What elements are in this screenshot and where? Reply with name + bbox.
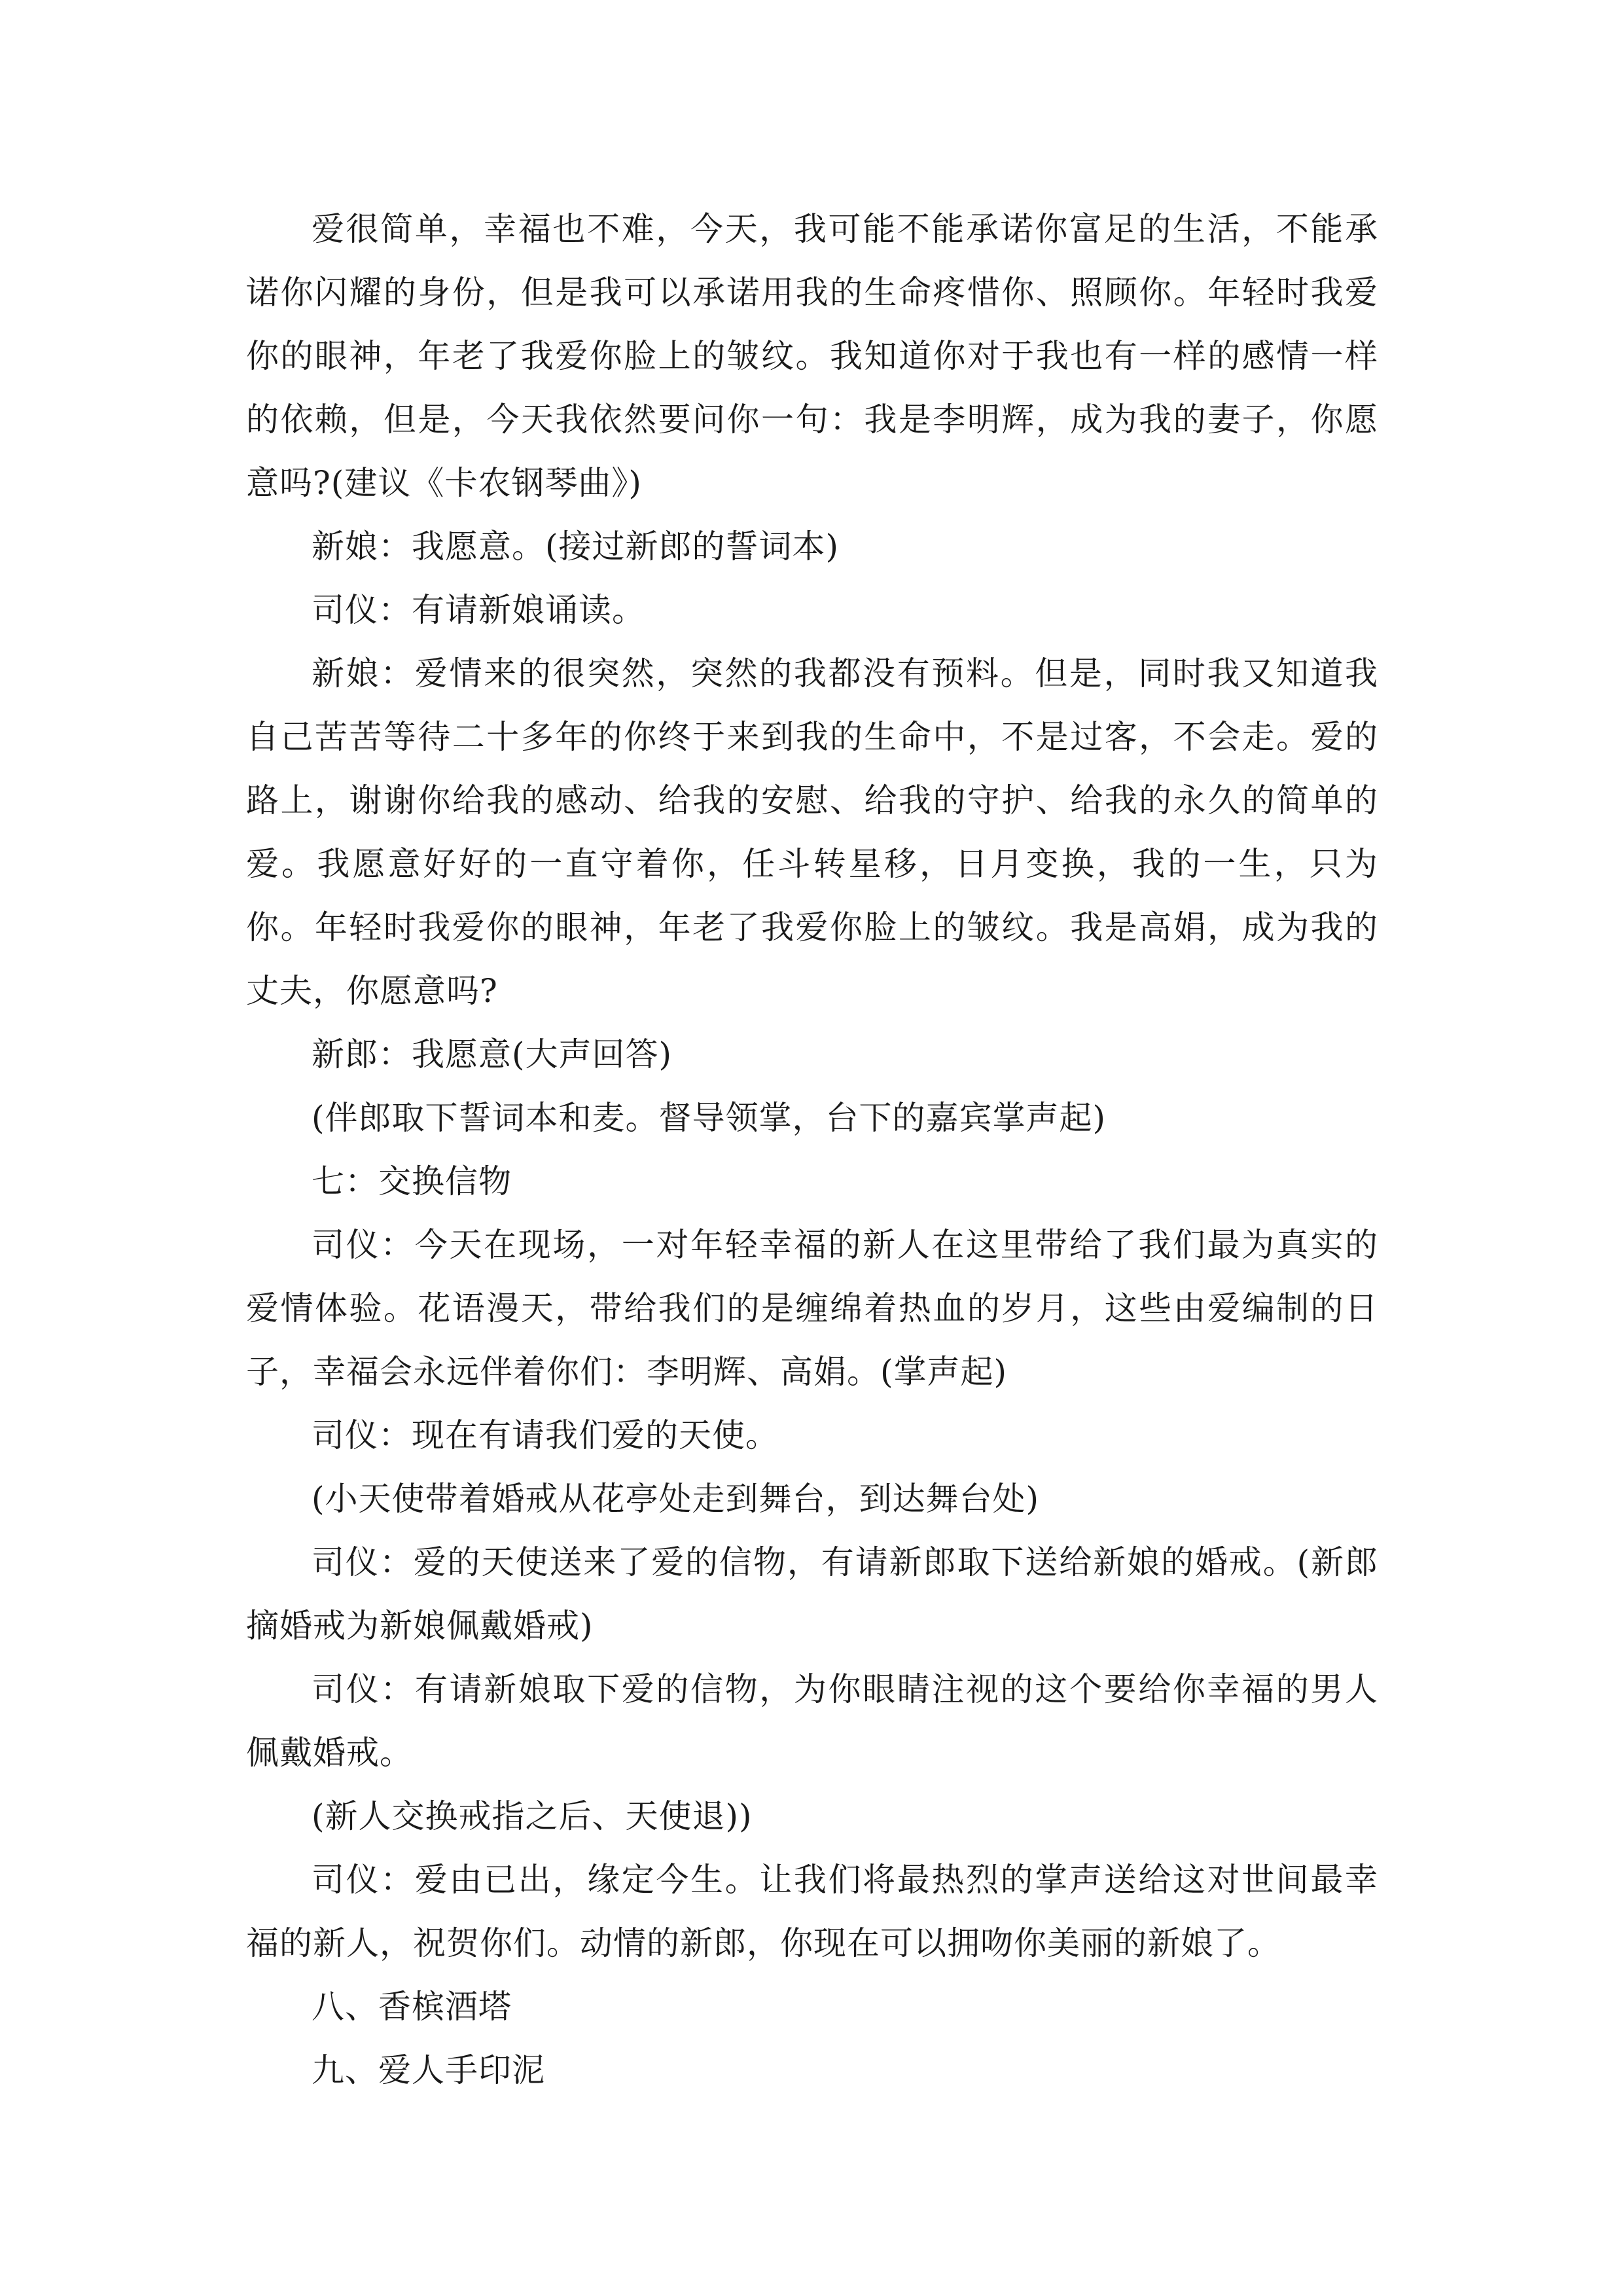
paragraph-groom-accepts: 新郎：我愿意(大声回答) xyxy=(312,1035,673,1073)
section-heading-champagne-tower: 八、香槟酒塔 xyxy=(312,1988,512,2026)
paragraph-host-kiss: 司仪：爱由已出，缘定今生。让我们将最热烈的掌声送给这对世间最幸福的新人，祝贺你们。动情的新郎，你现在可以拥吻你美丽的新娘了。 xyxy=(246,1861,1378,1962)
document-body xyxy=(246,198,1378,2102)
paragraph-stage-note-applause: (伴郎取下誓词本和麦。督导领掌，台下的嘉宾掌声起) xyxy=(312,1099,1107,1137)
paragraph-host-invite-bride: 司仪：有请新娘诵读。 xyxy=(312,591,645,629)
paragraph-stage-note-angel: (小天使带着婚戒从花亭处走到舞台，到达舞台处) xyxy=(312,1480,1040,1518)
paragraph-host-groom-ring: 司仪：爱的天使送来了爱的信物，有请新郎取下送给新娘的婚戒。(新郎摘婚戒为新娘佩戴婚戒) xyxy=(246,1543,1378,1645)
paragraph-vow-groom: 爱很简单，幸福也不难，今天，我可能不能承诺你富足的生活，不能承诺你闪耀的身份，但是我可以承诺用我的生命疼惜你、照顾你。年轻时我爱你的眼神，年老了我爱你脸上的皱纹。我知道你对于我也有一样的感情一样的依赖，但是，今天我依然要问你一句：我是李明辉，成为我的妻子，你愿意吗?(建议《卡农钢琴曲》) xyxy=(246,210,1378,502)
paragraph-vow-bride: 新娘：爱情来的很突然，突然的我都没有预料。但是，同时我又知道我自己苦苦等待二十多年的你终于来到我的生命中，不是过客，不会走。爱的路上，谢谢你给我的感动、给我的安慰、给我的守护、给我的永久的简单的爱。我愿意好好的一直守着你，任斗转星移，日月变换，我的一生，只为你。年轻时我爱你的眼神，年老了我爱你脸上的皱纹。我是高娟，成为我的丈夫，你愿意吗? xyxy=(246,655,1378,1010)
paragraph-stage-note-exchange: (新人交换戒指之后、天使退)) xyxy=(312,1797,753,1835)
paragraph-host-bride-ring: 司仪：有请新娘取下爱的信物，为你眼睛注视的这个要给你幸福的男人佩戴婚戒。 xyxy=(246,1670,1378,1772)
paragraph-host-invite-angel: 司仪：现在有请我们爱的天使。 xyxy=(312,1416,779,1454)
paragraph-bride-accepts: 新娘：我愿意。(接过新郎的誓词本) xyxy=(312,528,840,565)
section-heading-exchange-tokens: 七：交换信物 xyxy=(312,1162,512,1200)
section-heading-handprint-clay: 九、爱人手印泥 xyxy=(312,2051,545,2089)
paragraph-host-love-experience: 司仪：今天在现场，一对年轻幸福的新人在这里带给了我们最为真实的爱情体验。花语漫天，带给我们的是缠绵着热血的岁月，这些由爱编制的日子，幸福会永远伴着你们：李明辉、高娟。(掌声起) xyxy=(246,1226,1378,1391)
